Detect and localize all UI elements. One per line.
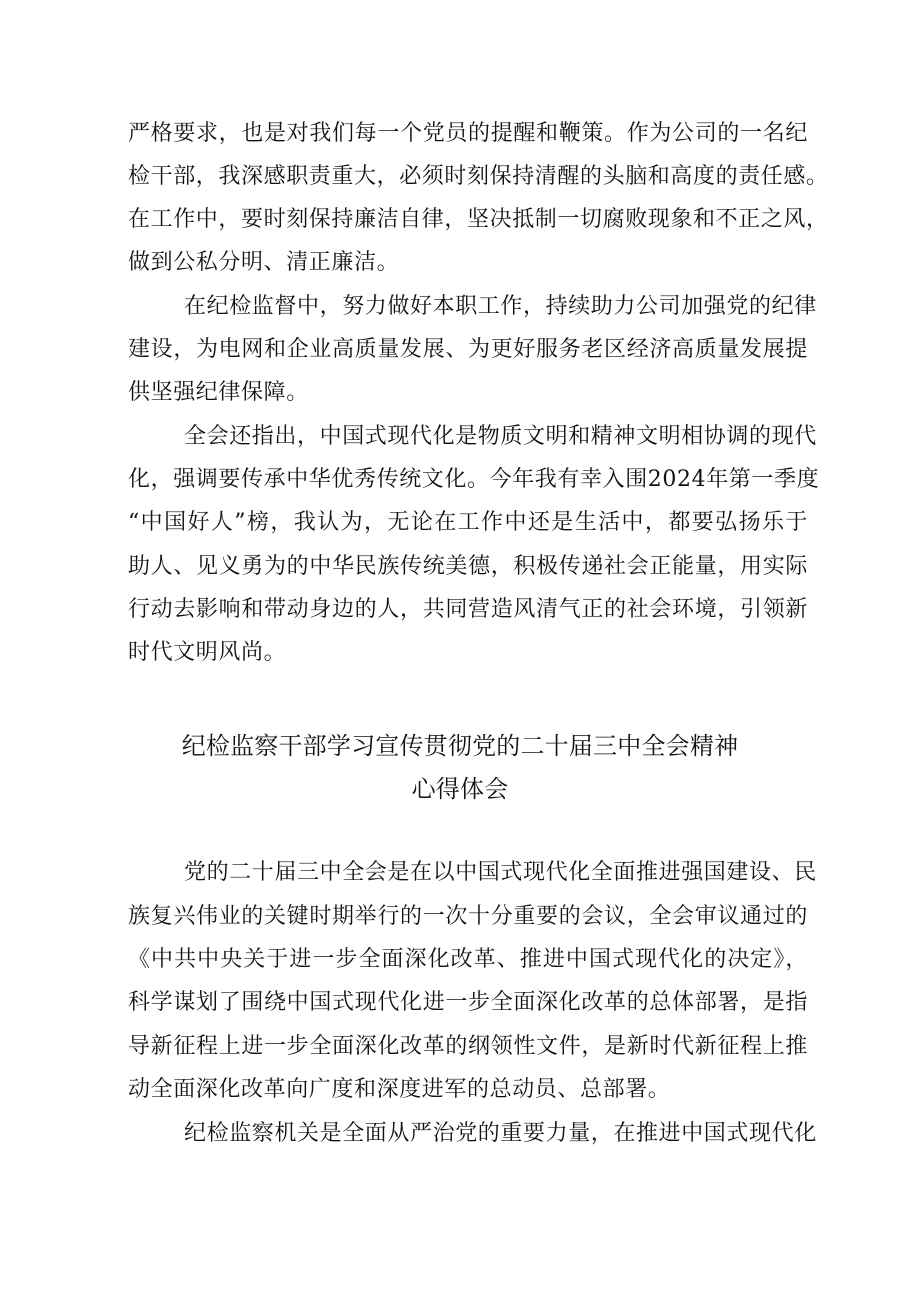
paragraph-2-line-2: 建设，为电网和企业高质量发展、为更好服务老区经济高质量发展提 (128, 337, 808, 362)
paragraph-3-line-1: 全会还指出，中国式现代化是物质文明和精神文明相协调的现代 (184, 424, 817, 449)
section-title-line-2: 心得体会 (411, 775, 509, 803)
paragraph-4-line-3: 《中共中央关于进一步全面深化改革、推进中国式现代化的决定》， (128, 947, 808, 972)
paragraph-4-line-4: 科学谋划了围绕中国式现代化进一步全面深化改革的总体部署，是指 (128, 990, 808, 1015)
paragraph-3-line-3: “中国好人”榜，我认为，无论在工作中还是生活中，都要弘扬乐于 (128, 510, 808, 535)
paragraph-2-line-3: 供坚强纪律保障。 (128, 380, 309, 405)
section-title-line-1: 纪检监察干部学习宣传贯彻党的二十届三中全会精神 (181, 732, 739, 760)
paragraph-2-line-1: 在纪检监督中，努力做好本职工作，持续助力公司加强党的纪律 (184, 294, 817, 319)
paragraph-1-line-1: 严格要求，也是对我们每一个党员的提醒和鞭策。作为公司的一名纪 (128, 121, 808, 146)
paragraph-3-line-6: 时代文明风尚。 (128, 640, 287, 665)
paragraph-4-line-5: 导新征程上进一步全面深化改革的纲领性文件，是新时代新征程上推 (128, 1034, 808, 1059)
paragraph-4-line-2: 族复兴伟业的关键时期举行的一次十分重要的会议，全会审议通过的 (128, 904, 808, 929)
paragraph-3-line-2: 化，强调要传承中华优秀传统文化。今年我有幸入围2024年第一季度 (128, 467, 820, 492)
paragraph-3-line-4: 助人、见义勇为的中华民族传统美德，积极传递社会正能量，用实际 (128, 554, 808, 579)
paragraph-1-line-2: 检干部，我深感职责重大，必须时刻保持清醒的头脑和高度的责任感。 (128, 164, 829, 189)
paragraph-1-line-4: 做到公私分明、清正廉洁。 (128, 250, 400, 275)
paragraph-1-line-3: 在工作中，要时刻保持廉洁自律，坚决抵制一切腐败现象和不正之风， (128, 207, 829, 232)
paragraph-4-line-6: 动全面深化改革向广度和深度进军的总动员、总部署。 (128, 1077, 671, 1102)
paragraph-4-line-1: 党的二十届三中全会是在以中国式现代化全面推进强国建设、民 (184, 860, 817, 885)
paragraph-3-line-5: 行动去影响和带动身边的人，共同营造风清气正的社会环境，引领新 (128, 597, 808, 622)
paragraph-5-line-1: 纪检监察机关是全面从严治党的重要力量，在推进中国式现代化 (184, 1121, 817, 1146)
